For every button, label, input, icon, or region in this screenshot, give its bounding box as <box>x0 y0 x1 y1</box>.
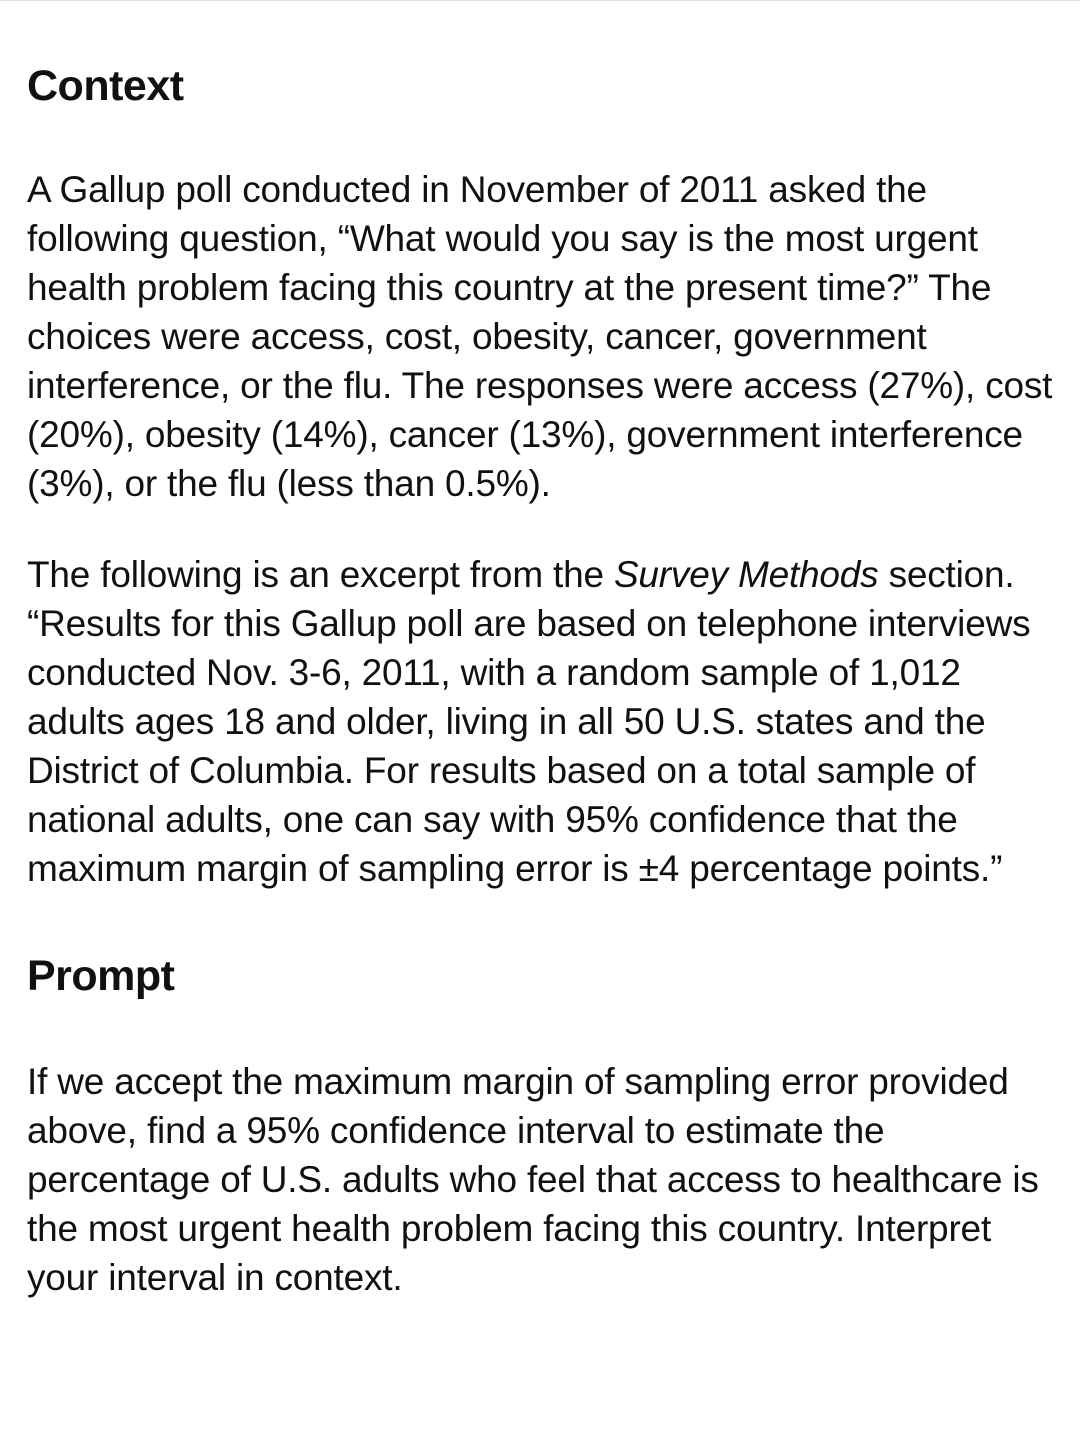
context-heading: Context <box>27 62 184 110</box>
survey-methods-title: Survey Methods <box>613 554 879 595</box>
prompt-paragraph: If we accept the maximum margin of sampling error provided above, find a 95% confidence interval to estimate the percentage of U.S. adults who feel that access to healthcare is the most urgent health problem facing this country. Interpret your interval in context. <box>27 1061 1039 1298</box>
survey-methods-intro: The following is an excerpt from the <box>27 554 614 595</box>
context-paragraph-poll: A Gallup poll conducted in November of 2011 asked the following question, “What would you say is the most urgent health problem facing this country at the present time?” The choices were access, cost, obesity, cancer, government interference, or the flu. The responses were access (27%), cost (20%), obesity (14%), cancer (13%), government interference (3%), or the flu (less than 0.5%). <box>27 169 1053 504</box>
survey-methods-excerpt: section. “Results for this Gallup poll are based on telephone interviews conducted Nov. 3-6, 2011, with a random sample of 1,012 adults ages 18 and older, living in all 50 U.S. states and the District of Columbia. For results based on a total sample of national adults, one can say with 95% confidence that the maximum margin of sampling error is ±4 percentage points.” <box>27 554 1031 889</box>
prompt-heading: Prompt <box>27 952 175 1000</box>
document-content <box>27 57 1062 1302</box>
context-paragraph-survey-methods <box>27 550 1062 893</box>
